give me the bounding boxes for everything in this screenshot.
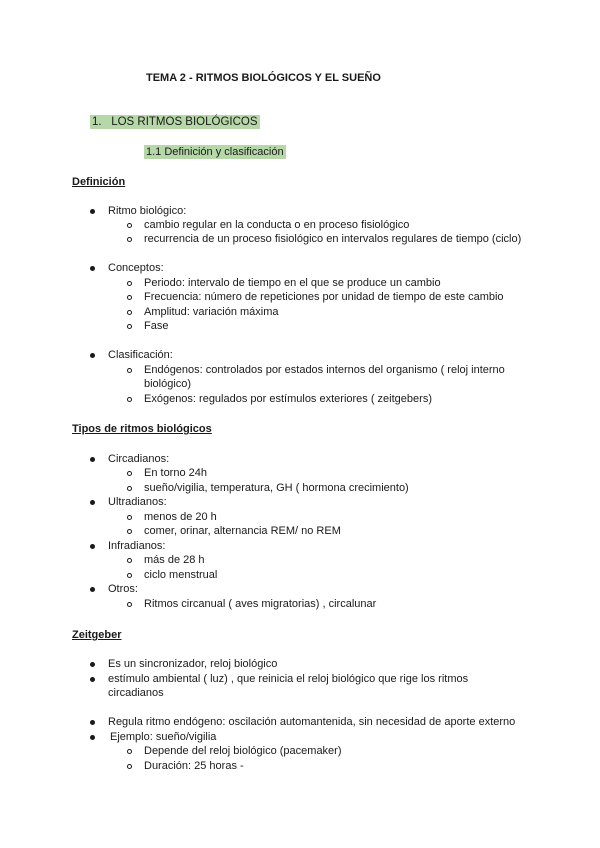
circle-bullet-icon (127, 486, 132, 491)
circle-bullet-icon (127, 281, 132, 286)
circle-bullet-icon (127, 573, 132, 578)
bullet-icon (90, 587, 95, 592)
list-item: Endógenos: controlados por estados internos del organismo ( reloj interno (144, 364, 505, 376)
circle-bullet-icon (127, 310, 132, 315)
circle-bullet-icon (127, 368, 132, 373)
circadianos-label: Circadianos: (108, 453, 170, 465)
circle-bullet-icon (127, 529, 132, 534)
section-definicion-title: Definición (72, 176, 126, 188)
section-zeitgeber-title: Zeitgeber (72, 629, 122, 641)
list-item: Duración: 25 horas - (144, 760, 244, 772)
heading-2: 1.1 Definición y clasificación (146, 146, 284, 158)
list-item: Regula ritmo endógeno: oscilación automantenida, sin necesidad de aporte externo (108, 716, 516, 728)
list-item: Depende del reloj biológico (pacemaker) (144, 745, 342, 757)
heading-1-number: 1. (92, 116, 102, 128)
list-item: En torno 24h (144, 467, 207, 479)
bullet-icon (90, 720, 95, 725)
list-item-continuation: circadianos (108, 687, 164, 699)
ritmo-label: Ritmo biológico: (108, 205, 187, 217)
circle-bullet-icon (127, 397, 132, 402)
bullet-icon (90, 266, 95, 271)
list-item: recurrencia de un proceso fisiológico en intervalos regulares de tiempo (ciclo) (144, 233, 522, 245)
circle-bullet-icon (127, 515, 132, 520)
circle-bullet-icon (127, 602, 132, 607)
bullet-icon (90, 677, 95, 682)
list-item: Amplitud: variación máxima (144, 306, 279, 318)
heading-1 (90, 115, 260, 129)
bullet-icon (90, 544, 95, 549)
list-item: Fase (144, 320, 169, 332)
circle-bullet-icon (127, 237, 132, 242)
section-tipos-title: Tipos de ritmos biológicos (72, 423, 212, 435)
circle-bullet-icon (127, 471, 132, 476)
list-item-continuation: biológico) (144, 378, 192, 390)
bullet-icon (90, 500, 95, 505)
list-item: Periodo: intervalo de tiempo en el que se produce un cambio (144, 277, 441, 289)
bullet-icon (90, 457, 95, 462)
list-item: Exógenos: regulados por estímulos exteriores ( zeitgebers) (144, 393, 432, 405)
infradianos-label: Infradianos: (108, 540, 166, 552)
bullet-icon (90, 209, 95, 214)
list-item: menos de 20 h (144, 511, 217, 523)
list-item: más de 28 h (144, 554, 205, 566)
bullet-icon (90, 353, 95, 358)
list-item: comer, orinar, alternancia REM/ no REM (144, 525, 341, 537)
list-item: cambio regular en la conducta o en proceso fisiológico (144, 219, 410, 231)
list-item: estímulo ambiental ( luz) , que reinicia el reloj biológico que rige los ritmos (108, 673, 469, 685)
list-item: Frecuencia: número de repeticiones por unidad de tiempo de este cambio (144, 291, 504, 303)
list-item: Ejemplo: sueño/vigilia (110, 731, 217, 743)
circle-bullet-icon (127, 223, 132, 228)
list-item: sueño/vigilia, temperatura, GH ( hormona crecimiento) (144, 482, 409, 494)
circle-bullet-icon (127, 749, 132, 754)
conceptos-label: Conceptos: (108, 262, 164, 274)
circle-bullet-icon (127, 324, 132, 329)
circle-bullet-icon (127, 558, 132, 563)
list-item: ciclo menstrual (144, 569, 218, 581)
circle-bullet-icon (127, 764, 132, 769)
list-item: Ritmos circanual ( aves migratorias) , circalunar (144, 598, 377, 610)
heading-1-label: LOS RITMOS BIOLÓGICOS (111, 116, 258, 128)
bullet-icon (90, 735, 95, 740)
clasificacion-label: Clasificación: (108, 349, 173, 361)
circle-bullet-icon (127, 295, 132, 300)
list-item: Es un sincronizador, reloj biológico (108, 658, 278, 670)
otros-label: Otros: (108, 583, 138, 595)
ultradianos-label: Ultradianos: (108, 496, 167, 508)
bullet-icon (90, 662, 95, 667)
document-title: TEMA 2 - RITMOS BIOLÓGICOS Y EL SUEÑO (146, 72, 381, 84)
